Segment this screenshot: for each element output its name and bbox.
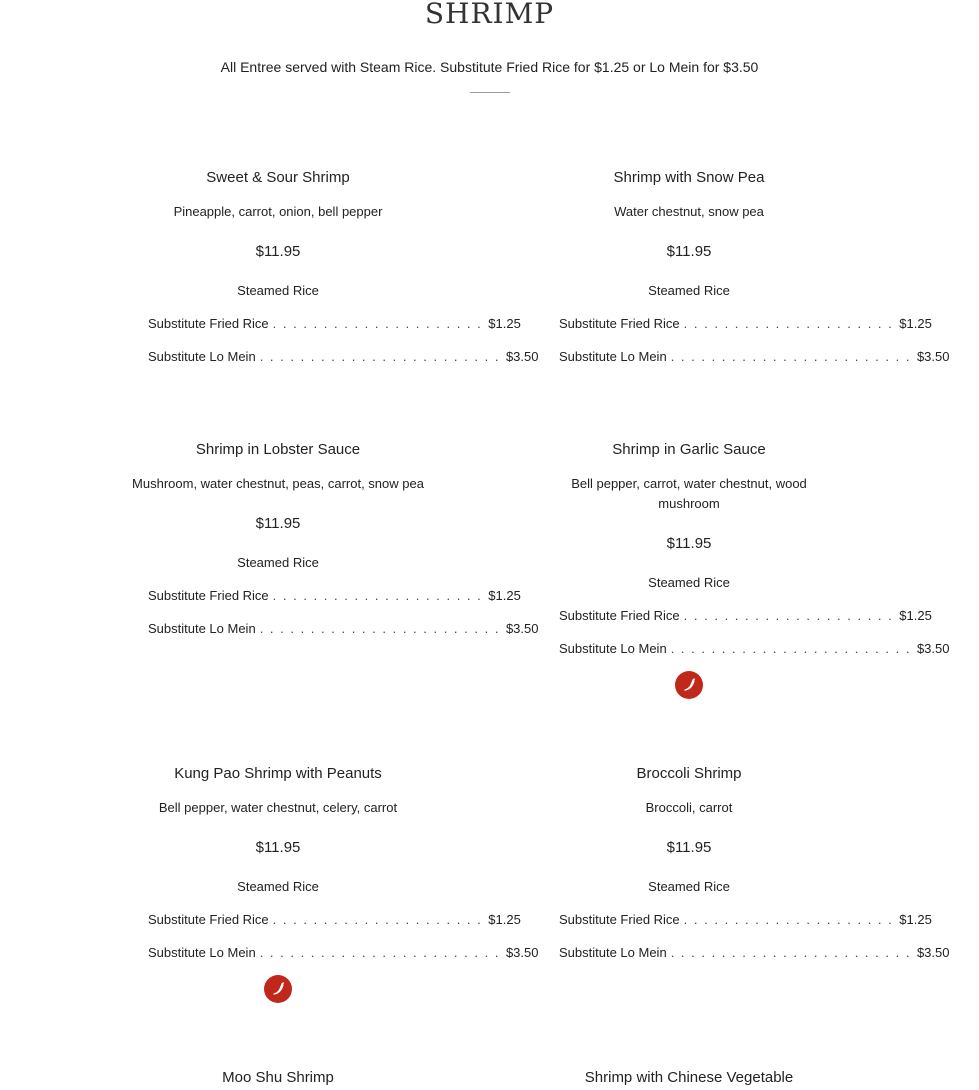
option-leader-dots: . . . . . . . . . . . . . . . . . . . . . (272, 316, 483, 331)
option-fried-rice (148, 588, 521, 604)
option-leader-dots: . . . . . . . . . . . . . . . . . . . . . . . . (259, 349, 500, 364)
menu-item-shrimp-garlic-sauce (534, 441, 950, 699)
option-label: Substitute Lo Mein (148, 621, 256, 636)
item-name: Broccoli Shrimp (636, 765, 742, 782)
item-rice: Steamed Rice (237, 283, 319, 298)
option-label: Substitute Lo Mein (559, 349, 667, 364)
item-price: $11.95 (666, 839, 712, 856)
option-price: $1.25 (899, 608, 932, 623)
section-title: SHRIMP (424, 0, 555, 30)
chili-pepper-icon (264, 975, 292, 1003)
item-description: Pineapple, carrot, onion, bell pepper (173, 204, 383, 219)
option-leader-dots: . . . . . . . . . . . . . . . . . . . . . (272, 912, 483, 927)
menu-item-sweet-sour-shrimp (123, 169, 539, 365)
option-price: $1.25 (488, 316, 521, 331)
option-fried-rice (148, 316, 521, 332)
option-price: $1.25 (899, 316, 932, 331)
option-leader-dots: . . . . . . . . . . . . . . . . . . . . . (683, 316, 894, 331)
option-leader-dots: . . . . . . . . . . . . . . . . . . . . . . . . (670, 945, 911, 960)
menu-item-shrimp-lobster-sauce (123, 441, 539, 637)
item-rice: Steamed Rice (237, 555, 319, 570)
option-label: Substitute Fried Rice (148, 912, 269, 927)
option-price: $1.25 (488, 912, 521, 927)
option-label: Substitute Fried Rice (559, 316, 680, 331)
item-name: Kung Pao Shrimp with Peanuts (174, 765, 382, 782)
option-price: $3.50 (505, 945, 539, 960)
option-lo-mein (559, 641, 950, 657)
item-name: Shrimp with Snow Pea (613, 169, 765, 186)
option-price: $3.50 (916, 641, 950, 656)
option-label: Substitute Lo Mein (559, 641, 667, 656)
option-label: Substitute Lo Mein (559, 945, 667, 960)
section-divider (470, 92, 510, 93)
option-leader-dots: . . . . . . . . . . . . . . . . . . . . . . . . (670, 641, 911, 656)
item-description: Bell pepper, carrot, water chestnut, wood mushroom (571, 476, 807, 511)
item-description: Water chestnut, snow pea (614, 204, 764, 219)
option-lo-mein (148, 621, 539, 637)
option-fried-rice (559, 608, 932, 624)
option-label: Substitute Fried Rice (559, 608, 680, 623)
option-lo-mein (559, 349, 950, 365)
option-leader-dots: . . . . . . . . . . . . . . . . . . . . . . . . (670, 349, 911, 364)
item-name: Moo Shu Shrimp (222, 1069, 334, 1086)
option-price: $1.25 (899, 912, 932, 927)
option-price: $3.50 (916, 349, 950, 364)
option-label: Substitute Fried Rice (148, 588, 269, 603)
item-name: Shrimp in Garlic Sauce (612, 441, 766, 458)
item-description: Broccoli, carrot (645, 800, 733, 815)
item-price: $11.95 (255, 839, 301, 856)
menu-item-shrimp-snow-pea (534, 169, 950, 365)
item-price: $11.95 (666, 535, 712, 552)
option-fried-rice (148, 912, 521, 928)
section-subtitle: All Entree served with Steam Rice. Substitute Fried Rice for $1.25 or Lo Mein for $3.50 (220, 59, 759, 75)
option-lo-mein (559, 945, 950, 961)
option-leader-dots: . . . . . . . . . . . . . . . . . . . . . (683, 608, 894, 623)
option-price: $3.50 (505, 349, 539, 364)
option-leader-dots: . . . . . . . . . . . . . . . . . . . . . . . . (259, 621, 500, 636)
item-rice: Steamed Rice (648, 575, 730, 590)
item-name: Shrimp with Chinese Vegetable (584, 1069, 794, 1086)
menu-item-broccoli-shrimp (534, 765, 950, 961)
item-rice: Steamed Rice (237, 879, 319, 894)
option-leader-dots: . . . . . . . . . . . . . . . . . . . . . . . . (259, 945, 500, 960)
option-label: Substitute Lo Mein (148, 349, 256, 364)
menu-item-kung-pao-shrimp (123, 765, 539, 1003)
option-fried-rice (559, 316, 932, 332)
option-label: Substitute Fried Rice (148, 316, 269, 331)
item-price: $11.95 (666, 243, 712, 260)
item-price: $11.95 (255, 515, 301, 532)
menu-item-moo-shu-shrimp (123, 1069, 433, 1087)
option-fried-rice (559, 912, 932, 928)
item-name: Shrimp in Lobster Sauce (195, 441, 361, 458)
option-leader-dots: . . . . . . . . . . . . . . . . . . . . . (272, 588, 483, 603)
option-leader-dots: . . . . . . . . . . . . . . . . . . . . . (683, 912, 894, 927)
option-label: Substitute Fried Rice (559, 912, 680, 927)
chili-pepper-icon (675, 671, 703, 699)
item-rice: Steamed Rice (648, 283, 730, 298)
option-lo-mein (148, 349, 539, 365)
item-name: Sweet & Sour Shrimp (206, 169, 350, 186)
item-price: $11.95 (255, 243, 301, 260)
option-lo-mein (148, 945, 539, 961)
item-description: Mushroom, water chestnut, peas, carrot, snow pea (132, 476, 424, 491)
item-rice: Steamed Rice (648, 879, 730, 894)
option-price: $1.25 (488, 588, 521, 603)
option-price: $3.50 (916, 945, 950, 960)
item-description: Bell pepper, water chestnut, celery, carrot (158, 800, 398, 815)
option-label: Substitute Lo Mein (148, 945, 256, 960)
option-price: $3.50 (505, 621, 539, 636)
menu-item-shrimp-chinese-vegetable (534, 1069, 844, 1087)
